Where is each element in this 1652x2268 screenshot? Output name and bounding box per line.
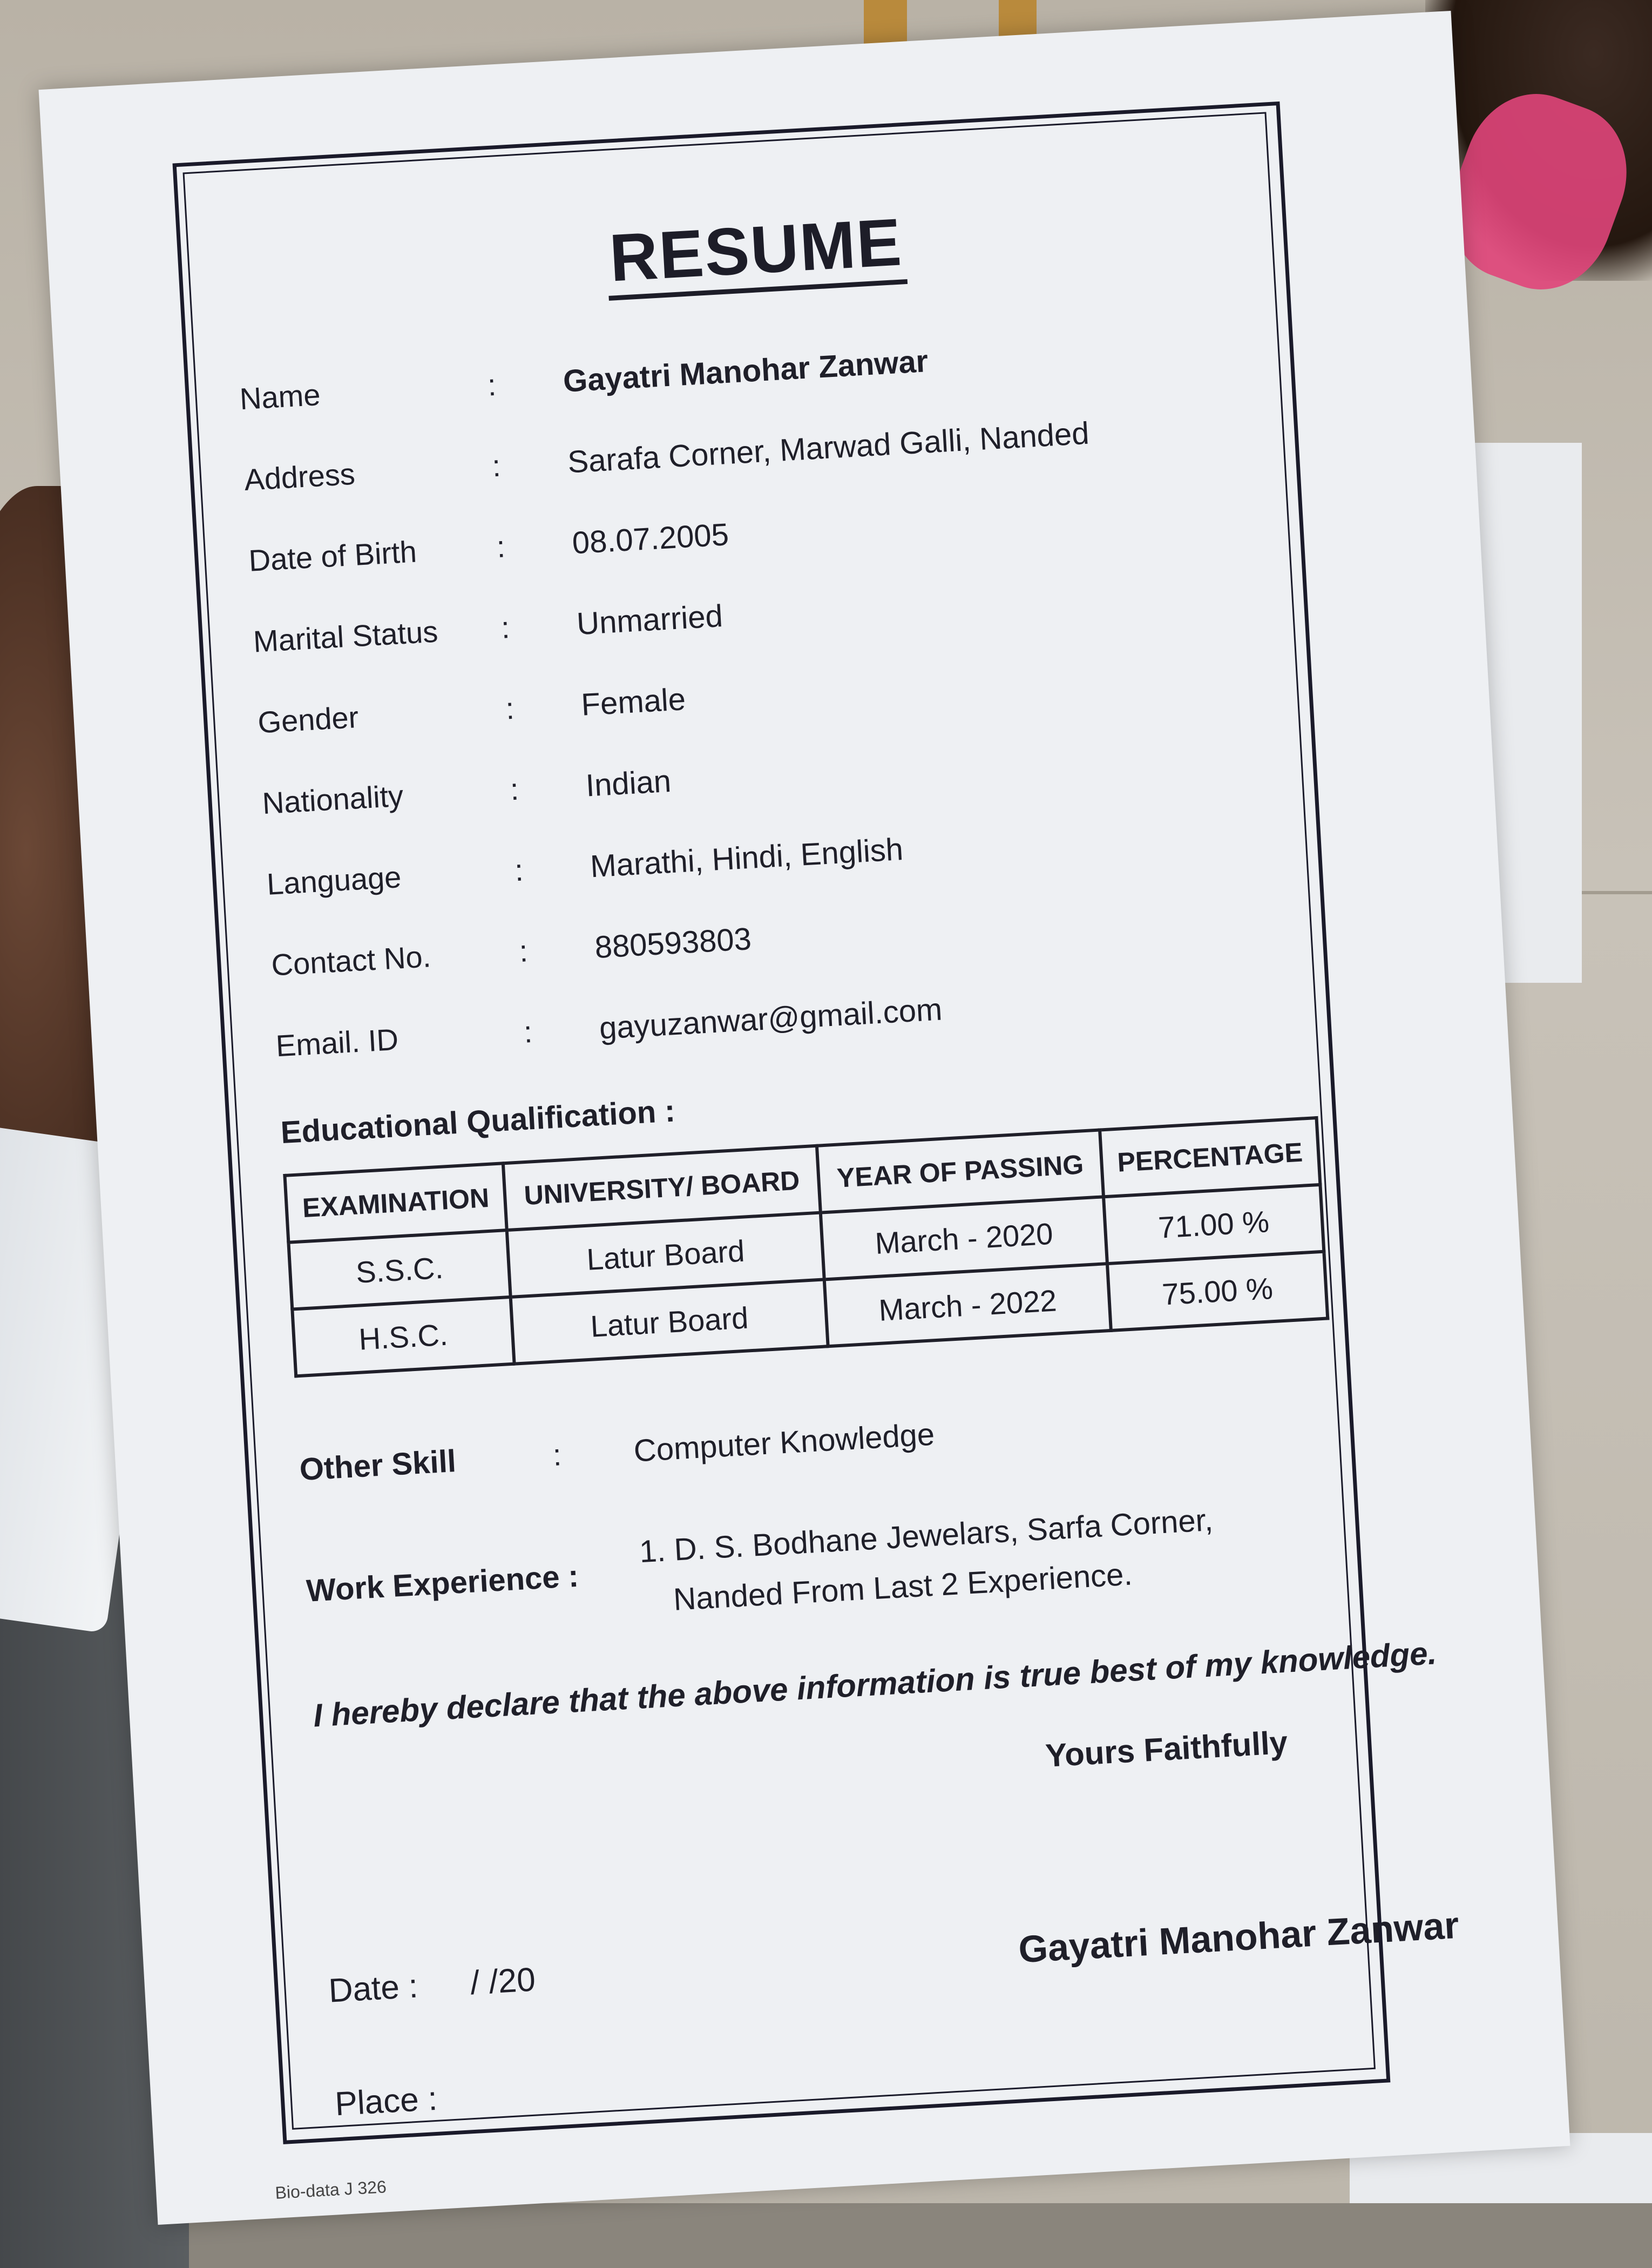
field-colon: : bbox=[505, 691, 516, 726]
field-value: Marathi, Hindi, English bbox=[589, 832, 904, 885]
field-colon: : bbox=[500, 610, 511, 645]
table-cell: Latur Board bbox=[507, 1213, 824, 1297]
chair-leg bbox=[999, 0, 1037, 38]
closing-text: Yours Faithfully bbox=[1044, 1724, 1289, 1774]
table-cell: S.S.C. bbox=[288, 1230, 510, 1309]
work-experience-line: Nanded From Last 2 Experience. bbox=[672, 1556, 1134, 1617]
field-colon: : bbox=[513, 853, 524, 888]
field-value: Unmarried bbox=[576, 598, 724, 642]
field-label: Gender bbox=[256, 699, 360, 740]
field-label: Marital Status bbox=[252, 614, 439, 659]
field-value: 880593803 bbox=[593, 921, 753, 966]
column-header: EXAMINATION bbox=[285, 1163, 506, 1242]
field-value: Sarafa Corner, Marwad Galli, Nanded bbox=[566, 415, 1091, 480]
field-label: Contact No. bbox=[270, 939, 432, 982]
date-value: / /20 bbox=[469, 1961, 537, 2002]
field-colon: : bbox=[486, 367, 497, 402]
table-cell: March - 2020 bbox=[821, 1197, 1107, 1279]
other-skill-value: Computer Knowledge bbox=[633, 1416, 936, 1469]
field-label: Address bbox=[243, 456, 356, 497]
field-label: Nationality bbox=[261, 778, 404, 821]
field-colon: : bbox=[491, 448, 502, 483]
work-experience-line: 1. D. S. Bodhane Jewelars, Sarfa Corner, bbox=[638, 1502, 1214, 1570]
table-cell: 75.00 % bbox=[1107, 1252, 1328, 1331]
resume-sheet bbox=[39, 11, 1570, 2225]
field-value: gayuzanwar@gmail.com bbox=[598, 991, 943, 1046]
footer-code: Bio-data J 326 bbox=[274, 2177, 387, 2203]
field-colon: : bbox=[518, 934, 529, 968]
field-colon: : bbox=[552, 1437, 563, 1472]
field-value: 08.07.2005 bbox=[571, 517, 730, 561]
field-colon: : bbox=[523, 1014, 533, 1049]
work-experience-label: Work Experience : bbox=[305, 1558, 580, 1609]
field-value: Gayatri Manohar Zanwar bbox=[562, 343, 929, 399]
place-label: Place : bbox=[334, 2080, 438, 2123]
table-cell: March - 2022 bbox=[824, 1264, 1111, 1346]
column-header: YEAR OF PASSING bbox=[817, 1130, 1103, 1212]
column-header: UNIVERSITY/ BOARD bbox=[503, 1146, 821, 1230]
field-label: Name bbox=[239, 377, 321, 416]
field-label: Email. ID bbox=[275, 1022, 400, 1063]
column-header: PERCENTAGE bbox=[1100, 1118, 1320, 1197]
declaration-text: I hereby declare that the above information is true best of my knowledge. bbox=[312, 1635, 1438, 1734]
field-label: Date of Birth bbox=[248, 534, 418, 578]
field-colon: : bbox=[496, 529, 506, 564]
signature-name: Gayatri Manohar Zanwar bbox=[1017, 1904, 1460, 1971]
table-cell: Latur Board bbox=[511, 1279, 828, 1364]
other-skill-label: Other Skill bbox=[299, 1443, 457, 1488]
date-label: Date : bbox=[327, 1967, 419, 2010]
education-heading: Educational Qualification : bbox=[280, 1093, 676, 1151]
field-colon: : bbox=[509, 772, 520, 807]
field-value: Female bbox=[580, 681, 687, 723]
field-value: Indian bbox=[585, 763, 672, 804]
field-label: Language bbox=[266, 860, 402, 901]
resume-title: RESUME bbox=[48, 172, 1464, 328]
table-cell: 71.00 % bbox=[1103, 1185, 1324, 1264]
table-cell: H.S.C. bbox=[292, 1297, 514, 1376]
